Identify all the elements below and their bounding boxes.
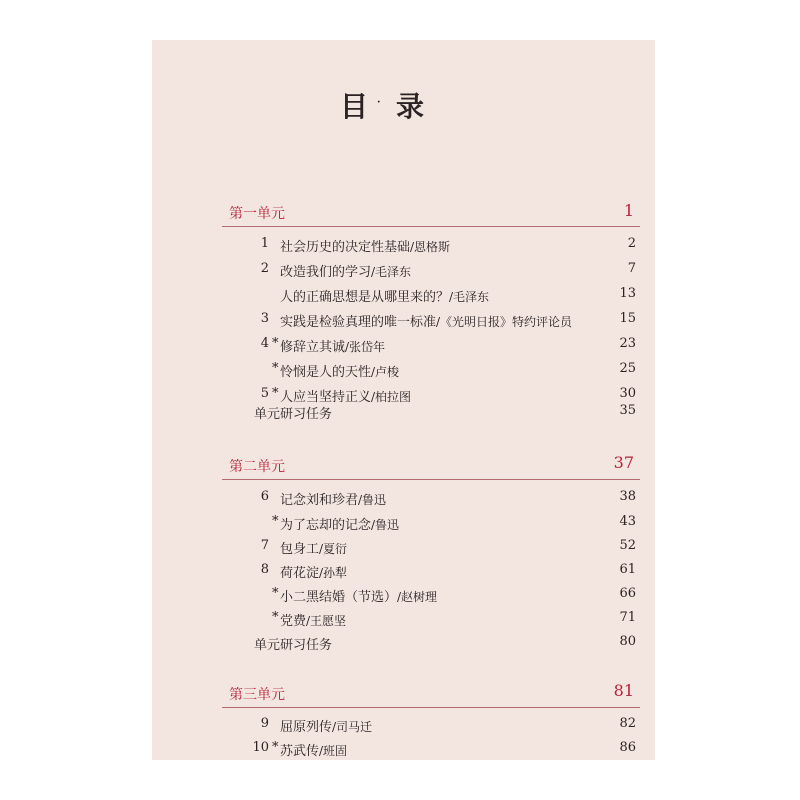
toc-entry[interactable] (152, 610, 655, 632)
entry-page: 71 (619, 610, 636, 625)
entry-author: /司马迁 (332, 720, 373, 734)
entry-title (280, 236, 450, 255)
star-mark: * (272, 336, 279, 351)
entry-number: 8 (260, 562, 269, 577)
entry-number: 5 (260, 386, 269, 401)
entry-number: 2 (260, 261, 269, 276)
entry-page: 43 (619, 514, 636, 529)
entry-page: 52 (619, 538, 636, 553)
unit-3-divider (222, 707, 640, 708)
unit-1-divider (222, 226, 640, 227)
entry-author: /柏拉图 (371, 390, 412, 404)
entry-title-text: 修辞立其诚 (280, 340, 346, 355)
entry-title (280, 361, 399, 380)
entry-page: 2 (627, 236, 636, 251)
entry-page: 86 (619, 740, 636, 755)
toc-entry[interactable] (152, 538, 655, 560)
entry-author: /毛泽东 (371, 265, 412, 279)
entry-title-text: 屈原列传 (280, 720, 333, 735)
entry-author: /卢梭 (371, 365, 400, 379)
toc-entry[interactable] (152, 562, 655, 584)
entry-title (280, 716, 372, 735)
toc-entry[interactable] (152, 261, 655, 283)
star-mark: * (272, 361, 279, 376)
entry-page: 82 (619, 716, 636, 731)
entry-number: 9 (260, 716, 269, 731)
entry-number: 4 (260, 336, 269, 351)
toc-entry[interactable] (152, 716, 655, 738)
toc-entry[interactable] (152, 586, 655, 608)
entry-title (280, 261, 411, 280)
entry-author: /赵树理 (397, 590, 438, 604)
entry-title (280, 562, 347, 581)
unit-task: 单元研习任务 (254, 407, 333, 422)
unit-task: 单元研习任务 (254, 638, 333, 653)
unit-3-page: 81 (613, 681, 634, 700)
unit-2-label: 第二单元 (229, 459, 285, 475)
star-mark: * (272, 514, 279, 529)
entry-title-text: 实践是检验真理的唯一标准 (280, 315, 437, 330)
entry-page: 38 (619, 489, 636, 504)
entry-author: /恩格斯 (410, 240, 451, 254)
entry-title-text: 小二黑结婚（节选） (280, 590, 398, 605)
entry-author: /夏衍 (319, 542, 348, 556)
entry-author: /毛泽东 (449, 290, 490, 304)
entry-page: 13 (619, 286, 636, 301)
star-mark: * (272, 586, 279, 601)
toc-entry[interactable] (152, 740, 655, 762)
unit-1-page: 1 (623, 201, 634, 220)
entry-number: 7 (260, 538, 269, 553)
entry-title (280, 586, 437, 605)
book-page (152, 40, 655, 760)
entry-title-text: 荷花淀 (280, 566, 320, 581)
entry-title (280, 610, 346, 629)
title-char-2: 录 (396, 90, 425, 123)
entry-page: 30 (619, 386, 636, 401)
entry-page: 15 (619, 311, 636, 326)
entry-title-text: 怜悯是人的天性 (280, 365, 372, 380)
entry-title-text: 记念刘和珍君 (280, 493, 359, 508)
entry-author: /班固 (319, 744, 348, 758)
entry-title (280, 489, 386, 508)
entry-title-text: 社会历史的决定性基础 (280, 240, 411, 255)
entry-title-text: 人应当坚持正义 (280, 390, 372, 405)
toc-entry[interactable] (152, 286, 655, 308)
title-char-1: 目 (340, 90, 369, 123)
entry-title-text: 苏武传 (280, 744, 320, 759)
entry-number: 6 (260, 489, 269, 504)
entry-page: 66 (619, 586, 636, 601)
toc-entry[interactable] (152, 634, 655, 656)
entry-page: 25 (619, 361, 636, 376)
entry-number: 3 (260, 311, 269, 326)
entry-author: /《光明日报》特约评论员 (436, 315, 573, 329)
entry-title-text: 为了忘却的记念 (280, 518, 372, 533)
entry-title (280, 286, 489, 305)
star-mark: * (272, 610, 279, 625)
entry-author: /鲁迅 (371, 518, 400, 532)
toc-entry[interactable] (152, 361, 655, 383)
toc-entry[interactable] (152, 489, 655, 511)
unit-1-label: 第一单元 (229, 206, 285, 222)
title-dot: · (377, 97, 381, 108)
star-mark: * (272, 740, 279, 755)
entry-title (280, 740, 347, 759)
entry-page: 7 (627, 261, 636, 276)
entry-author: /王愿坚 (306, 614, 347, 628)
entry-page: 61 (619, 562, 636, 577)
entry-page: 23 (619, 336, 636, 351)
entry-author: /孙犁 (319, 566, 348, 580)
entry-title-text: 包身工 (280, 542, 320, 557)
entry-author: /张岱年 (345, 340, 386, 354)
unit-2-divider (222, 479, 640, 480)
toc-entry[interactable] (152, 336, 655, 358)
entry-author: /鲁迅 (358, 493, 387, 507)
toc-entry[interactable] (152, 311, 655, 333)
star-mark: * (272, 386, 279, 401)
entry-title-text: 人的正确思想是从哪里来的？ (280, 290, 450, 305)
entry-title-text: 改造我们的学习 (280, 265, 372, 280)
entry-title (280, 514, 399, 533)
unit-2-page: 37 (613, 453, 634, 472)
entry-number: 10 (252, 740, 269, 755)
entry-page: 35 (619, 403, 636, 418)
entry-title (280, 538, 347, 557)
entry-title (280, 336, 385, 355)
entry-page: 80 (619, 634, 636, 649)
unit-3-label: 第三单元 (229, 687, 285, 703)
entry-number: 1 (260, 236, 269, 251)
toc-entry[interactable] (152, 236, 655, 258)
entry-title-text: 党费 (280, 614, 307, 629)
entry-title (280, 311, 572, 330)
toc-entry[interactable] (152, 403, 655, 425)
toc-entry[interactable] (152, 514, 655, 536)
